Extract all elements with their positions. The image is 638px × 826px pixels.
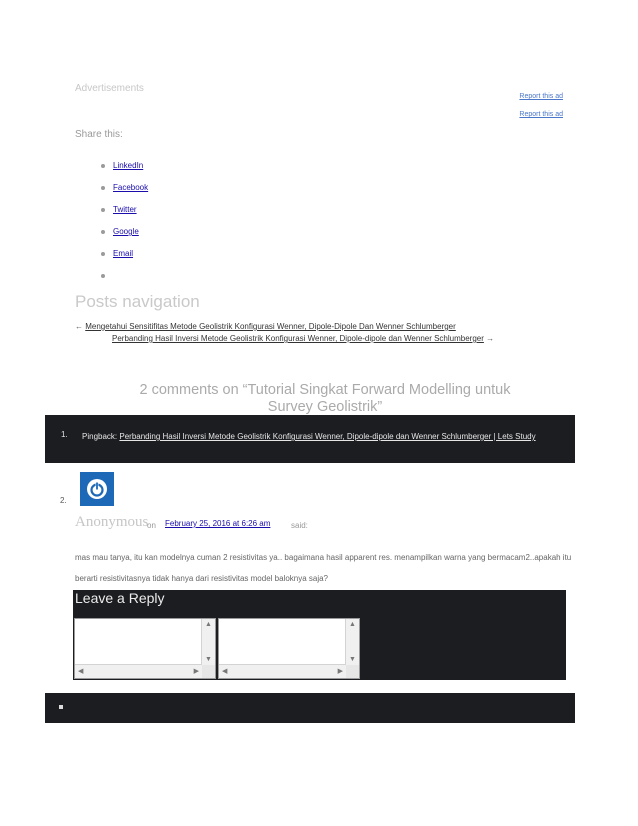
pingback-comment	[45, 415, 575, 463]
share-item-facebook	[100, 180, 148, 202]
share-google-link[interactable]: Google	[113, 227, 139, 236]
share-twitter-link[interactable]: Twitter	[113, 205, 137, 214]
scroll-down-icon[interactable]: ▼	[349, 656, 356, 663]
share-linkedin-link[interactable]: LinkedIn	[113, 161, 144, 170]
pingback-prefix: Pingback:	[82, 432, 118, 441]
horizontal-scrollbar[interactable]	[219, 664, 346, 678]
report-ad-link-2[interactable]: Report this ad	[519, 111, 563, 118]
vertical-scrollbar[interactable]	[201, 619, 215, 665]
power-icon	[80, 472, 114, 506]
prev-arrow-icon: ←	[75, 322, 83, 331]
pingback-link[interactable]: Perbanding Hasil Inversi Metode Geolistrik Konfigurasi Wenner, Dipole-dipole dan Wenner Schlumberger | Lets Study	[119, 432, 536, 441]
scroll-left-icon[interactable]: ◀	[222, 668, 228, 675]
scroll-right-icon[interactable]: ▶	[337, 668, 343, 675]
scroll-left-icon[interactable]: ◀	[78, 668, 84, 675]
share-item-empty	[100, 268, 148, 290]
reply-textarea-1[interactable]	[74, 618, 216, 679]
report-ad-link-1[interactable]: Report this ad	[519, 93, 563, 100]
share-list	[100, 158, 148, 290]
nav-previous	[75, 322, 456, 331]
pingback-text	[82, 427, 568, 446]
share-facebook-link[interactable]: Facebook	[113, 183, 149, 192]
scrollbar-corner	[346, 665, 359, 678]
avatar	[80, 472, 114, 506]
comment-author: Anonymous	[75, 514, 149, 530]
scroll-up-icon[interactable]: ▲	[205, 621, 212, 628]
comment-number: 2.	[60, 496, 67, 505]
share-item-twitter	[100, 202, 148, 224]
comment-on-label: on	[147, 521, 156, 530]
leave-reply-title: Leave a Reply	[75, 590, 165, 606]
comment-number: 1.	[61, 430, 68, 439]
scroll-right-icon[interactable]: ▶	[193, 668, 199, 675]
horizontal-scrollbar[interactable]	[75, 664, 202, 678]
share-item-linkedin	[100, 158, 148, 180]
leave-reply-section	[73, 590, 566, 680]
share-item-email	[100, 246, 148, 268]
scrollbar-corner	[202, 665, 215, 678]
share-email-link[interactable]: Email	[113, 249, 134, 258]
comments-title: 2 comments on “Tutorial Singkat Forward Modelling untuk Survey Geolistrik”	[139, 382, 511, 415]
next-arrow-icon: →	[486, 334, 495, 343]
scroll-down-icon[interactable]: ▼	[205, 656, 212, 663]
nav-next	[112, 334, 494, 343]
posts-navigation-title: Posts navigation	[75, 292, 200, 311]
previous-post-link[interactable]: Mengetahui Sensitifitas Metode Geolistrik Konfigurasi Wenner, Dipole-Dipole Dan Wenner Schlumberger	[85, 322, 456, 331]
next-post-link[interactable]: Perbanding Hasil Inversi Metode Geolistrik Konfigurasi Wenner, Dipole-dipole dan Wenner Schlumberger	[112, 334, 484, 343]
reply-textarea-2[interactable]	[218, 618, 360, 679]
comment-body: mas mau tanya, itu kan modelnya cuman 2 resistivitas ya.. bagaimana hasil apparent res. menampilkan warna yang bermacam2..apakah itu berarti resistivitasnya tidak hanya dari resistivitas model baloknya saja?	[75, 553, 572, 583]
comment-date-link[interactable]: February 25, 2016 at 6:26 am	[165, 519, 271, 528]
scroll-up-icon[interactable]: ▲	[349, 621, 356, 628]
bullet-square-icon	[59, 705, 63, 709]
vertical-scrollbar[interactable]	[345, 619, 359, 665]
comment-said-label: said:	[291, 521, 308, 530]
footer-bar	[45, 693, 575, 723]
share-title: Share this:	[75, 129, 123, 140]
share-item-google	[100, 224, 148, 246]
advertisements-label: Advertisements	[75, 83, 144, 94]
